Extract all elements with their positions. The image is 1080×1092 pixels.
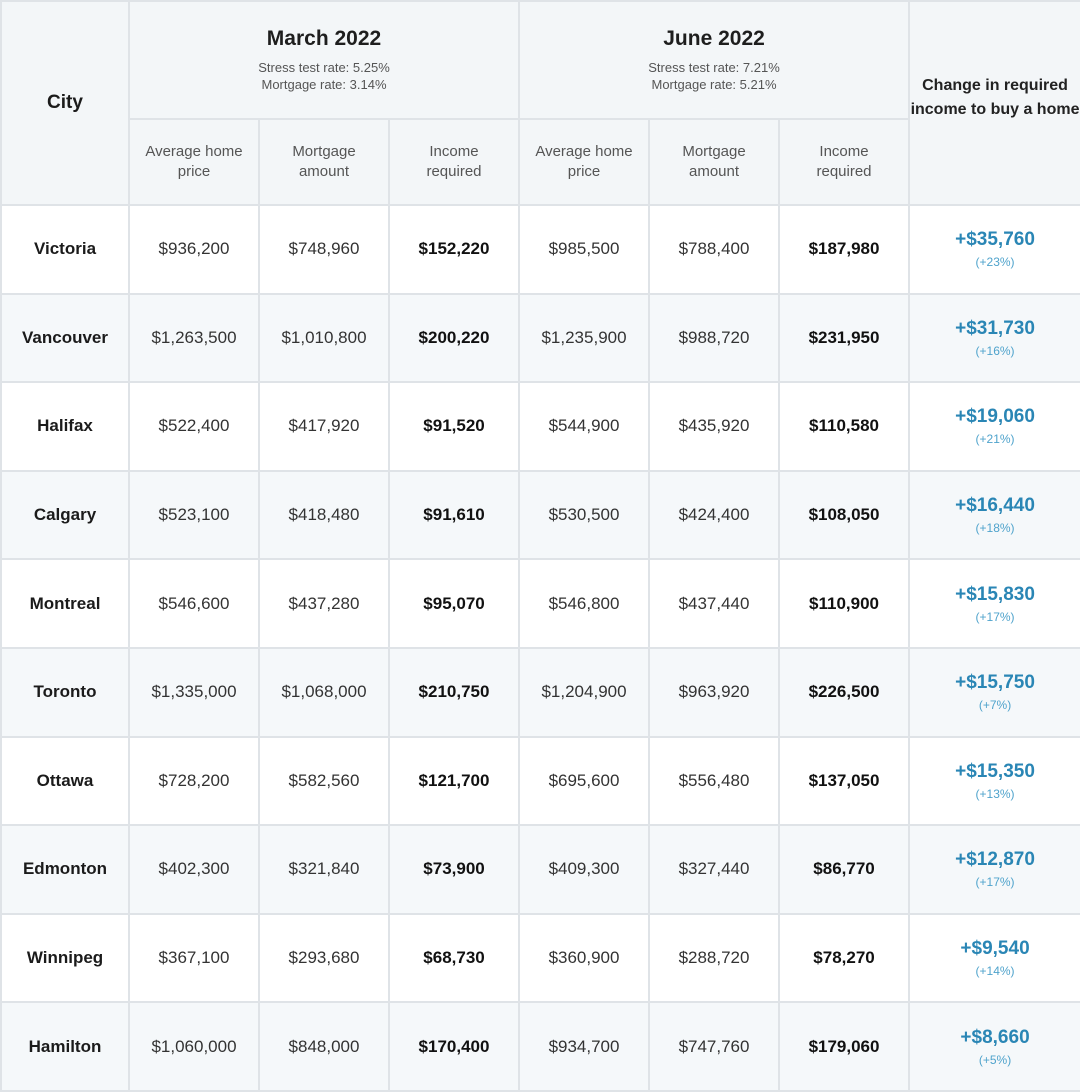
income-change-amount: +$31,730	[955, 317, 1035, 339]
mortgage-rate: Mortgage rate: 3.14%	[261, 77, 387, 92]
march-income-required: $170,400	[389, 1002, 519, 1091]
table-row	[1, 737, 1080, 826]
change-column-header: Change in required income to buy a home	[909, 1, 1080, 205]
income-change-cell	[909, 471, 1080, 560]
june-income-required: $179,060	[779, 1002, 909, 1091]
period-header-june	[519, 1, 909, 119]
subheader-income-required: Income required	[779, 119, 909, 205]
march-mortgage-amount: $748,960	[259, 205, 389, 294]
march-income-required: $200,220	[389, 294, 519, 383]
june-average-home-price: $530,500	[519, 471, 649, 560]
june-income-required: $187,980	[779, 205, 909, 294]
june-income-required: $231,950	[779, 294, 909, 383]
income-change-amount: +$35,760	[955, 229, 1035, 251]
city-cell: Calgary	[1, 471, 129, 560]
march-income-required: $95,070	[389, 559, 519, 648]
march-mortgage-amount: $1,010,800	[259, 294, 389, 383]
march-average-home-price: $523,100	[129, 471, 259, 560]
subheader-mortgage-amount: Mortgage amount	[649, 119, 779, 205]
table-row	[1, 294, 1080, 383]
city-cell: Victoria	[1, 205, 129, 294]
income-change-cell	[909, 648, 1080, 737]
subheader-average-home-price: Average home price	[519, 119, 649, 205]
march-income-required: $210,750	[389, 648, 519, 737]
city-cell: Montreal	[1, 559, 129, 648]
table-row	[1, 648, 1080, 737]
income-change-percent: (+14%)	[975, 964, 1015, 979]
march-average-home-price: $1,335,000	[129, 648, 259, 737]
city-cell: Edmonton	[1, 825, 129, 914]
march-average-home-price: $367,100	[129, 914, 259, 1003]
june-income-required: $110,900	[779, 559, 909, 648]
june-mortgage-amount: $435,920	[649, 382, 779, 471]
income-change-percent: (+7%)	[978, 698, 1012, 713]
june-mortgage-amount: $556,480	[649, 737, 779, 826]
income-change-amount: +$8,660	[960, 1026, 1030, 1048]
city-cell: Toronto	[1, 648, 129, 737]
period-title: March 2022	[266, 27, 382, 50]
june-average-home-price: $1,204,900	[519, 648, 649, 737]
income-change-amount: +$19,060	[955, 406, 1035, 428]
table-row	[1, 559, 1080, 648]
june-mortgage-amount: $988,720	[649, 294, 779, 383]
income-change-percent: (+5%)	[978, 1052, 1012, 1067]
march-income-required: $91,610	[389, 471, 519, 560]
june-average-home-price: $360,900	[519, 914, 649, 1003]
period-header-march	[129, 1, 519, 119]
city-cell: Hamilton	[1, 1002, 129, 1091]
table-body	[1, 205, 1080, 1091]
table-row	[1, 825, 1080, 914]
march-mortgage-amount: $1,068,000	[259, 648, 389, 737]
june-income-required: $86,770	[779, 825, 909, 914]
march-mortgage-amount: $437,280	[259, 559, 389, 648]
table-row	[1, 914, 1080, 1003]
city-column-header: City	[1, 1, 129, 205]
subheader-income-required: Income required	[389, 119, 519, 205]
june-mortgage-amount: $747,760	[649, 1002, 779, 1091]
june-income-required: $137,050	[779, 737, 909, 826]
city-cell: Vancouver	[1, 294, 129, 383]
june-mortgage-amount: $288,720	[649, 914, 779, 1003]
table-row	[1, 471, 1080, 560]
income-change-amount: +$9,540	[960, 938, 1030, 960]
march-average-home-price: $936,200	[129, 205, 259, 294]
stress-test-rate: Stress test rate: 5.25%	[258, 60, 390, 75]
march-average-home-price: $546,600	[129, 559, 259, 648]
income-change-percent: (+18%)	[975, 521, 1015, 536]
income-change-cell	[909, 382, 1080, 471]
march-average-home-price: $402,300	[129, 825, 259, 914]
table-row	[1, 382, 1080, 471]
march-income-required: $121,700	[389, 737, 519, 826]
income-change-amount: +$12,870	[955, 849, 1035, 871]
march-mortgage-amount: $293,680	[259, 914, 389, 1003]
march-income-required: $73,900	[389, 825, 519, 914]
income-change-percent: (+16%)	[975, 343, 1015, 358]
income-change-cell	[909, 737, 1080, 826]
june-average-home-price: $985,500	[519, 205, 649, 294]
income-change-percent: (+17%)	[975, 609, 1015, 624]
income-change-amount: +$15,750	[955, 672, 1035, 694]
june-mortgage-amount: $327,440	[649, 825, 779, 914]
june-average-home-price: $546,800	[519, 559, 649, 648]
income-change-cell	[909, 825, 1080, 914]
city-cell: Halifax	[1, 382, 129, 471]
city-cell: Winnipeg	[1, 914, 129, 1003]
income-change-cell	[909, 294, 1080, 383]
subheader-mortgage-amount: Mortgage amount	[259, 119, 389, 205]
stress-test-rate: Stress test rate: 7.21%	[648, 60, 780, 75]
march-average-home-price: $522,400	[129, 382, 259, 471]
june-mortgage-amount: $788,400	[649, 205, 779, 294]
march-mortgage-amount: $848,000	[259, 1002, 389, 1091]
income-change-percent: (+23%)	[975, 255, 1015, 270]
march-mortgage-amount: $418,480	[259, 471, 389, 560]
june-average-home-price: $934,700	[519, 1002, 649, 1091]
income-change-percent: (+17%)	[975, 875, 1015, 890]
june-income-required: $108,050	[779, 471, 909, 560]
mortgage-rate: Mortgage rate: 5.21%	[651, 77, 777, 92]
june-average-home-price: $409,300	[519, 825, 649, 914]
income-change-cell	[909, 205, 1080, 294]
income-change-percent: (+21%)	[975, 432, 1015, 447]
income-change-amount: +$16,440	[955, 495, 1035, 517]
city-cell: Ottawa	[1, 737, 129, 826]
march-average-home-price: $1,263,500	[129, 294, 259, 383]
table-header	[1, 1, 1080, 205]
income-change-percent: (+13%)	[975, 786, 1015, 801]
march-average-home-price: $728,200	[129, 737, 259, 826]
june-income-required: $226,500	[779, 648, 909, 737]
june-income-required: $78,270	[779, 914, 909, 1003]
june-average-home-price: $544,900	[519, 382, 649, 471]
income-change-amount: +$15,830	[955, 583, 1035, 605]
june-income-required: $110,580	[779, 382, 909, 471]
subheader-average-home-price: Average home price	[129, 119, 259, 205]
june-mortgage-amount: $424,400	[649, 471, 779, 560]
june-mortgage-amount: $437,440	[649, 559, 779, 648]
income-change-cell	[909, 914, 1080, 1003]
march-income-required: $152,220	[389, 205, 519, 294]
june-mortgage-amount: $963,920	[649, 648, 779, 737]
march-income-required: $91,520	[389, 382, 519, 471]
table-row	[1, 1002, 1080, 1091]
june-average-home-price: $1,235,900	[519, 294, 649, 383]
income-change-amount: +$15,350	[955, 760, 1035, 782]
income-change-cell	[909, 1002, 1080, 1091]
table-row	[1, 205, 1080, 294]
income-change-cell	[909, 559, 1080, 648]
june-average-home-price: $695,600	[519, 737, 649, 826]
march-mortgage-amount: $417,920	[259, 382, 389, 471]
march-mortgage-amount: $582,560	[259, 737, 389, 826]
march-income-required: $68,730	[389, 914, 519, 1003]
march-average-home-price: $1,060,000	[129, 1002, 259, 1091]
march-mortgage-amount: $321,840	[259, 825, 389, 914]
period-title: June 2022	[663, 27, 765, 50]
